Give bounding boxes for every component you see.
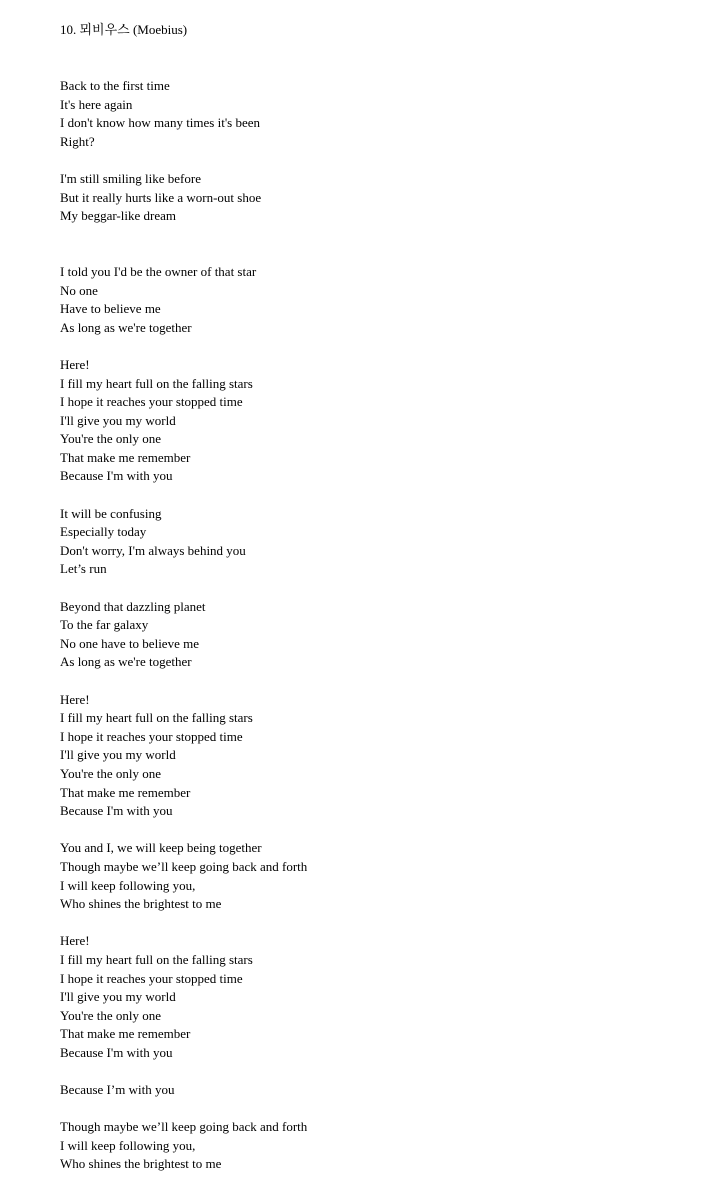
lyric-line: That make me remember xyxy=(60,1026,191,1042)
lyric-line: That make me remember xyxy=(60,449,191,465)
lyrics-stanza xyxy=(60,839,700,913)
lyric-line: Back to the first time xyxy=(60,78,170,93)
lyric-line: Because I'm with you xyxy=(60,803,173,819)
lyric-line: Here! xyxy=(60,933,90,949)
lyrics-stanza xyxy=(60,932,700,1062)
lyrics-stanza xyxy=(60,598,700,672)
lyric-line: I'm still smiling like before xyxy=(60,170,201,186)
lyric-line: I'll give you my world xyxy=(60,989,176,1005)
lyric-line: My beggar-like dream xyxy=(60,208,176,224)
lyric-line: You're the only one xyxy=(60,765,162,781)
lyric-line: Because I’m with you xyxy=(60,1082,175,1098)
lyric-line: I told you I'd be the owner of that star xyxy=(60,263,257,279)
lyric-line: As long as we're together xyxy=(60,319,192,335)
lyric-line: Here! xyxy=(60,356,90,372)
lyrics-stanza xyxy=(60,170,700,226)
lyric-line: Let’s run xyxy=(60,561,107,577)
lyric-line: You're the only one xyxy=(60,1007,162,1023)
lyrics-body xyxy=(60,77,700,1174)
lyrics-stanza xyxy=(60,691,700,821)
lyric-line: You and I, we will keep being together xyxy=(60,840,262,856)
lyric-line: Here! xyxy=(60,691,90,707)
lyric-line: I hope it reaches your stopped time xyxy=(60,728,243,744)
lyric-line: Who shines the brightest to me xyxy=(60,896,222,912)
lyric-line: I will keep following you, xyxy=(60,877,196,893)
lyrics-stanza xyxy=(60,356,700,486)
lyric-line: Have to believe me xyxy=(60,301,161,317)
lyric-line: Because I'm with you xyxy=(60,468,173,484)
lyric-line: I hope it reaches your stopped time xyxy=(60,970,243,986)
lyric-line: It's here again xyxy=(60,96,133,112)
lyrics-stanza xyxy=(60,263,700,337)
lyric-line: Because I'm with you xyxy=(60,1044,173,1060)
lyrics-stanza xyxy=(60,1118,700,1174)
lyric-line: I hope it reaches your stopped time xyxy=(60,394,243,410)
lyric-line: I will keep following you, xyxy=(60,1137,196,1153)
lyrics-stanza xyxy=(60,1081,700,1100)
lyric-line: I'll give you my world xyxy=(60,412,176,428)
lyric-line: I fill my heart full on the falling stars xyxy=(60,710,253,726)
lyric-line: No one xyxy=(60,282,98,298)
lyric-line: I fill my heart full on the falling stars xyxy=(60,375,253,391)
lyric-line: It will be confusing xyxy=(60,505,162,521)
lyrics-stanza xyxy=(60,505,700,579)
lyric-line: You're the only one xyxy=(60,431,162,447)
lyric-line: No one have to believe me xyxy=(60,635,199,651)
song-title: 10. 뫼비우스 (Moebius) xyxy=(60,22,188,37)
document-page xyxy=(60,20,700,1193)
lyric-line: I'll give you my world xyxy=(60,747,176,763)
lyrics-stanza xyxy=(60,77,700,151)
lyric-line: Though maybe we’ll keep going back and forth xyxy=(60,858,308,874)
lyric-line: Right? xyxy=(60,133,95,149)
lyric-line: As long as we're together xyxy=(60,654,192,670)
lyric-line: Though maybe we’ll keep going back and forth xyxy=(60,1119,308,1135)
lyric-line: Who shines the brightest to me xyxy=(60,1156,222,1172)
lyric-line: That make me remember xyxy=(60,784,191,800)
lyric-line: I fill my heart full on the falling stars xyxy=(60,951,253,967)
lyric-line: To the far galaxy xyxy=(60,617,149,633)
lyric-line: Beyond that dazzling planet xyxy=(60,598,206,614)
lyric-line: But it really hurts like a worn-out shoe xyxy=(60,189,262,205)
lyric-line: Especially today xyxy=(60,524,147,540)
lyric-line: I don't know how many times it's been xyxy=(60,115,261,131)
lyric-line: Don't worry, I'm always behind you xyxy=(60,542,246,558)
